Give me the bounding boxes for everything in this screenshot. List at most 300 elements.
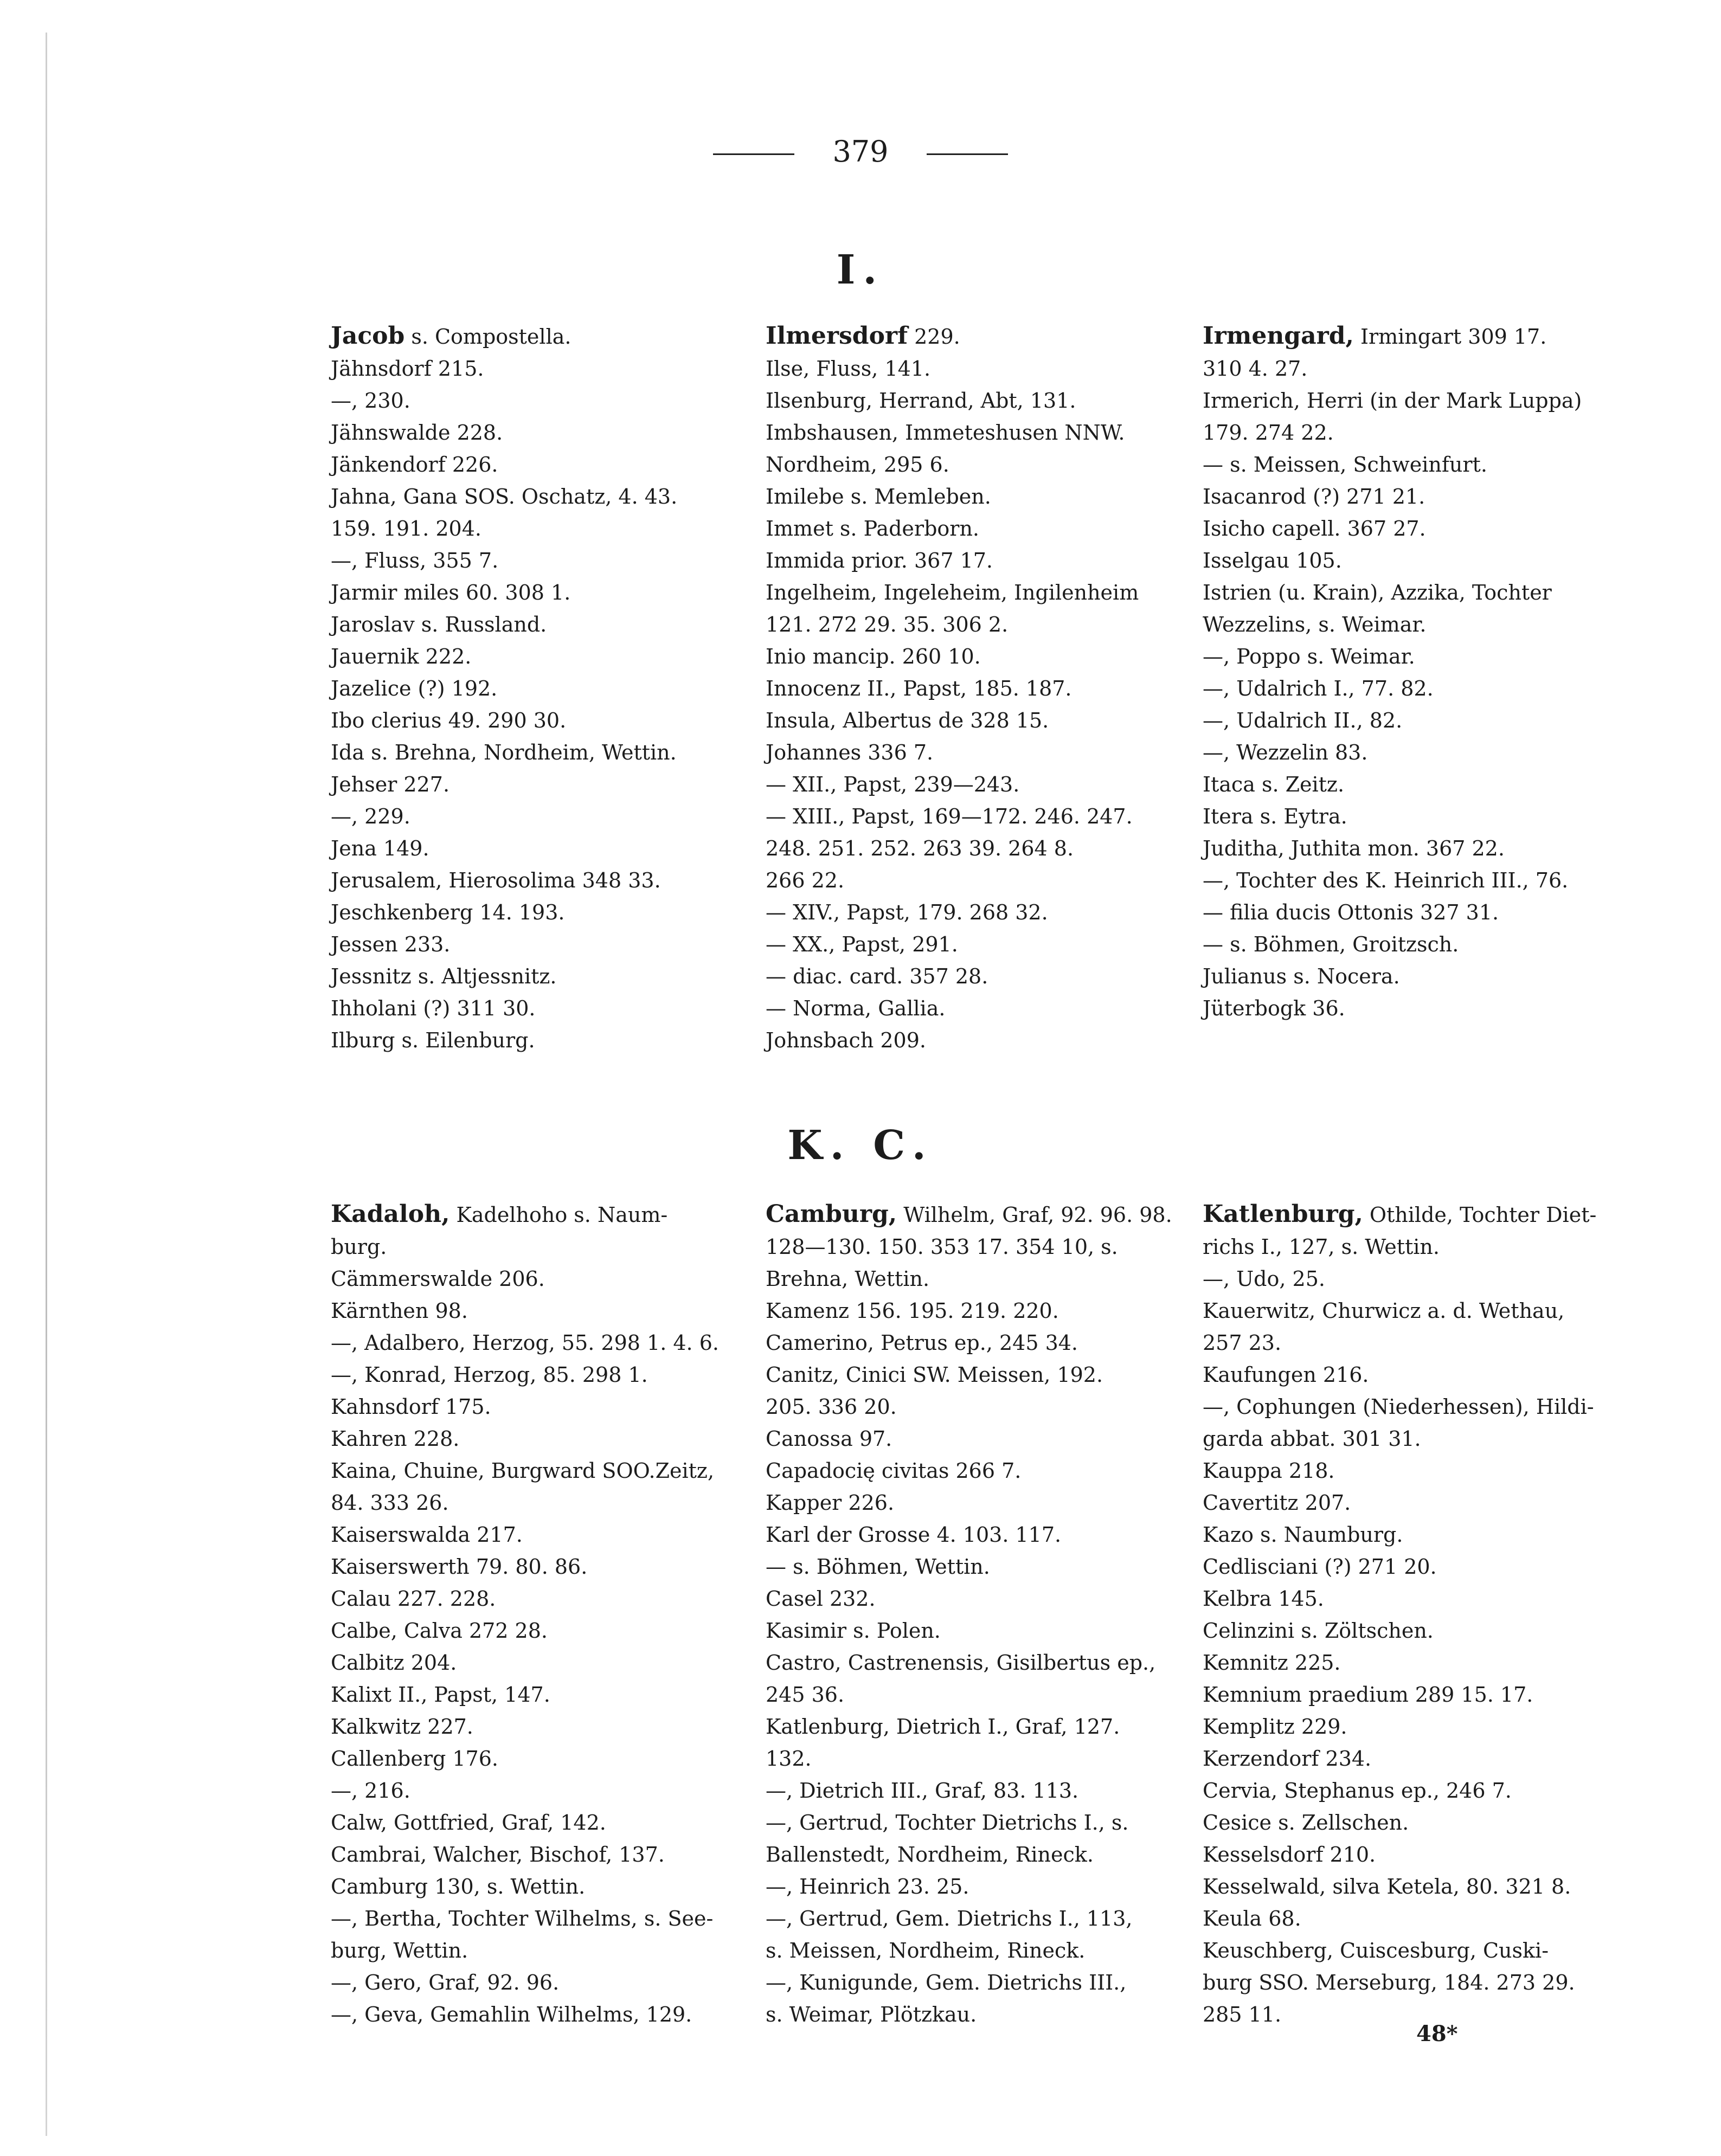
entry-text: Keula 68. bbox=[1203, 1907, 1301, 1930]
index-entry bbox=[766, 545, 1180, 577]
index-entry bbox=[331, 1615, 746, 1647]
entry-text: Jessnitz s. Altjessnitz. bbox=[331, 964, 557, 988]
entry-text: Kahnsdorf 175. bbox=[331, 1395, 491, 1419]
entry-text: Nordheim, 295 6. bbox=[766, 453, 949, 477]
entry-headword: Camburg, bbox=[766, 1200, 897, 1228]
index-entry bbox=[766, 1647, 1180, 1679]
index-entry bbox=[1203, 897, 1617, 929]
entry-text: — diac. card. 357 28. bbox=[766, 964, 988, 988]
index-entry bbox=[766, 1711, 1180, 1743]
index-entry bbox=[766, 929, 1180, 961]
index-entry bbox=[331, 929, 746, 961]
index-entry bbox=[331, 385, 746, 417]
index-entry bbox=[331, 449, 746, 481]
entry-text: s. Weimar, Plötzkau. bbox=[766, 2003, 977, 2026]
entry-text: 121. 272 29. 35. 306 2. bbox=[766, 613, 1009, 636]
entry-text: Kärnthen 98. bbox=[331, 1299, 468, 1323]
entry-text: Brehna, Wettin. bbox=[766, 1267, 930, 1291]
index-entry bbox=[331, 609, 746, 641]
index-entry bbox=[331, 1967, 746, 1999]
entry-text: Kauerwitz, Churwicz a. d. Wethau, bbox=[1203, 1299, 1565, 1323]
entry-text: Kelbra 145. bbox=[1203, 1587, 1324, 1611]
entry-text: 159. 191. 204. bbox=[331, 517, 481, 540]
index-entry bbox=[331, 1391, 746, 1423]
index-entry bbox=[766, 353, 1180, 385]
entry-text: 229. bbox=[908, 325, 960, 349]
entry-text: Julianus s. Nocera. bbox=[1203, 964, 1400, 988]
entry-text: Keuschberg, Cuiscesburg, Cuski- bbox=[1203, 1939, 1549, 1962]
entry-text: Kamenz 156. 195. 219. 220. bbox=[766, 1299, 1059, 1323]
index-entry bbox=[331, 1871, 746, 1903]
entry-text: —, 230. bbox=[331, 389, 410, 413]
entry-text: Kaiserswalda 217. bbox=[331, 1523, 523, 1547]
index-entry bbox=[1203, 1551, 1617, 1583]
index-entry bbox=[766, 865, 1180, 897]
entry-text: Immet s. Paderborn. bbox=[766, 517, 979, 540]
entry-text: Immida prior. 367 17. bbox=[766, 549, 993, 572]
index-entry bbox=[331, 545, 746, 577]
index-entry bbox=[766, 385, 1180, 417]
entry-text: Juditha, Juthita mon. 367 22. bbox=[1203, 836, 1505, 860]
index-entry bbox=[1203, 769, 1617, 801]
entry-text: —, Adalbero, Herzog, 55. 298 1. 4. 6. bbox=[331, 1331, 719, 1355]
index-entry bbox=[1203, 1679, 1617, 1711]
entry-text: Cesice s. Zellschen. bbox=[1203, 1811, 1409, 1835]
index-entry bbox=[331, 1025, 746, 1057]
index-entry bbox=[1203, 417, 1617, 449]
index-entry bbox=[1203, 929, 1617, 961]
index-entry bbox=[331, 705, 746, 737]
index-entry bbox=[1203, 1455, 1617, 1487]
entry-text: — XX., Papst, 291. bbox=[766, 932, 958, 956]
index-entry bbox=[331, 1423, 746, 1455]
entry-text: 205. 336 20. bbox=[766, 1395, 897, 1419]
entry-text: garda abbat. 301 31. bbox=[1203, 1427, 1421, 1451]
entry-text: Wezzelins, s. Weimar. bbox=[1203, 613, 1427, 636]
section-heading-i: I. bbox=[836, 247, 885, 293]
entry-text: 132. bbox=[766, 1747, 812, 1771]
entry-text: burg SSO. Merseburg, 184. 273 29. bbox=[1203, 1971, 1575, 1994]
index-entry bbox=[331, 865, 746, 897]
index-entry bbox=[766, 1359, 1180, 1391]
index-entry bbox=[766, 1839, 1180, 1871]
entry-text: —, Poppo s. Weimar. bbox=[1203, 645, 1415, 668]
entry-text: Johnsbach 209. bbox=[766, 1028, 926, 1052]
index-entry bbox=[1203, 1775, 1617, 1807]
entry-text: —, Kunigunde, Gem. Dietrichs III., bbox=[766, 1971, 1127, 1994]
index-entry bbox=[1203, 1903, 1617, 1935]
index-entry bbox=[766, 1679, 1180, 1711]
index-entry bbox=[766, 449, 1180, 481]
entry-text: — s. Böhmen, Wettin. bbox=[766, 1555, 990, 1579]
index-entry bbox=[766, 481, 1180, 513]
entry-text: 84. 333 26. bbox=[331, 1491, 449, 1515]
index-entry bbox=[1203, 1935, 1617, 1967]
index-entry bbox=[331, 993, 746, 1025]
entry-text: Calw, Gottfried, Graf, 142. bbox=[331, 1811, 606, 1835]
entry-text: burg, Wettin. bbox=[331, 1939, 468, 1962]
entry-text: Kesselwald, silva Ketela, 80. 321 8. bbox=[1203, 1875, 1571, 1898]
entry-text: Kemnitz 225. bbox=[1203, 1651, 1341, 1675]
entry-text: Karl der Grosse 4. 103. 117. bbox=[766, 1523, 1062, 1547]
index-entry bbox=[1203, 1231, 1617, 1263]
index-entry bbox=[331, 1711, 746, 1743]
index-entry bbox=[1203, 545, 1617, 577]
entry-text: Kasimir s. Polen. bbox=[766, 1619, 941, 1643]
index-entry bbox=[1203, 1423, 1617, 1455]
entry-text: Canitz, Cinici SW. Meissen, 192. bbox=[766, 1363, 1103, 1387]
entry-text: —, Dietrich III., Graf, 83. 113. bbox=[766, 1779, 1079, 1803]
entry-text: Katlenburg, Dietrich I., Graf, 127. bbox=[766, 1715, 1120, 1739]
index-entry bbox=[766, 1583, 1180, 1615]
entry-headword: Katlenburg, bbox=[1203, 1200, 1363, 1228]
index-entry bbox=[331, 1551, 746, 1583]
header-rule-left bbox=[713, 153, 794, 155]
entry-text: Jähnsdorf 215. bbox=[331, 357, 484, 381]
entry-text: Othilde, Tochter Diet- bbox=[1363, 1203, 1597, 1227]
index-entry bbox=[331, 801, 746, 833]
index-entry bbox=[766, 1967, 1180, 1999]
entry-text: Capadocię civitas 266 7. bbox=[766, 1459, 1022, 1483]
index-entry bbox=[331, 1935, 746, 1967]
index-entry bbox=[766, 1871, 1180, 1903]
index-entry bbox=[766, 1551, 1180, 1583]
index-entry bbox=[331, 1487, 746, 1519]
entry-text: s. Compostella. bbox=[404, 325, 571, 349]
index-entry bbox=[766, 1423, 1180, 1455]
entry-text: 179. 274 22. bbox=[1203, 421, 1334, 445]
entry-text: —, 216. bbox=[331, 1779, 410, 1803]
index-entry bbox=[1203, 1487, 1617, 1519]
index-entry bbox=[1203, 609, 1617, 641]
index-entry bbox=[1203, 385, 1617, 417]
entry-text: —, Udalrich II., 82. bbox=[1203, 709, 1403, 732]
entry-text: Ihholani (?) 311 30. bbox=[331, 996, 536, 1020]
entry-text: Ballenstedt, Nordheim, Rineck. bbox=[766, 1843, 1094, 1867]
entry-text: Cambrai, Walcher, Bischof, 137. bbox=[331, 1843, 665, 1867]
index-entry bbox=[331, 1295, 746, 1327]
index-entry bbox=[1203, 481, 1617, 513]
entry-text: —, Gertrud, Gem. Dietrichs I., 113, bbox=[766, 1907, 1133, 1930]
index-entry bbox=[1203, 673, 1617, 705]
entry-text: Itera s. Eytra. bbox=[1203, 805, 1347, 828]
index-entry bbox=[766, 417, 1180, 449]
entry-text: Kahren 228. bbox=[331, 1427, 460, 1451]
entry-text: 310 4. 27. bbox=[1203, 357, 1308, 381]
entry-text: Kalixt II., Papst, 147. bbox=[331, 1683, 550, 1707]
entry-text: burg. bbox=[331, 1235, 387, 1259]
index-entry bbox=[766, 737, 1180, 769]
entry-text: Camerino, Petrus ep., 245 34. bbox=[766, 1331, 1078, 1355]
entry-text: Cervia, Stephanus ep., 246 7. bbox=[1203, 1779, 1512, 1803]
index-entry bbox=[331, 1679, 746, 1711]
entry-text: Kalkwitz 227. bbox=[331, 1715, 473, 1739]
index-entry bbox=[1203, 1359, 1617, 1391]
entry-text: —, Fluss, 355 7. bbox=[331, 549, 499, 572]
index-entry bbox=[766, 801, 1180, 833]
entry-text: Irmingart 309 17. bbox=[1353, 325, 1547, 349]
index-entry bbox=[331, 1231, 746, 1263]
entry-text: —, Heinrich 23. 25. bbox=[766, 1875, 969, 1898]
entry-text: —, 229. bbox=[331, 805, 410, 828]
entry-text: s. Meissen, Nordheim, Rineck. bbox=[766, 1939, 1086, 1962]
index-entry bbox=[1203, 1391, 1617, 1423]
entry-headword: Ilmersdorf bbox=[766, 322, 908, 350]
entry-text: Kaiserswerth 79. 80. 86. bbox=[331, 1555, 588, 1579]
entry-text: 245 36. bbox=[766, 1683, 845, 1707]
index-entry bbox=[766, 993, 1180, 1025]
index-entry bbox=[1203, 1615, 1617, 1647]
entry-text: Jänkendorf 226. bbox=[331, 453, 498, 477]
entry-text: Castro, Castrenensis, Gisilbertus ep., bbox=[766, 1651, 1156, 1675]
entry-text: —, Wezzelin 83. bbox=[1203, 741, 1368, 764]
index-entry bbox=[766, 1231, 1180, 1263]
section-heading-kc: K. C. bbox=[787, 1122, 934, 1169]
index-entry bbox=[331, 673, 746, 705]
index-entry bbox=[766, 1519, 1180, 1551]
entry-text: Johannes 336 7. bbox=[766, 741, 934, 764]
index-column bbox=[1203, 1198, 1617, 2031]
index-entry bbox=[766, 1807, 1180, 1839]
index-entry bbox=[1203, 705, 1617, 737]
entry-text: Canossa 97. bbox=[766, 1427, 892, 1451]
entry-headword: Irmengard, bbox=[1203, 322, 1354, 350]
index-entry bbox=[766, 961, 1180, 993]
entry-text: — XIV., Papst, 179. 268 32. bbox=[766, 900, 1048, 924]
entry-text: Camburg 130, s. Wettin. bbox=[331, 1875, 586, 1898]
entry-text: Irmerich, Herri (in der Mark Luppa) bbox=[1203, 389, 1582, 413]
index-entry bbox=[1203, 801, 1617, 833]
entry-text: Kemplitz 229. bbox=[1203, 1715, 1347, 1739]
index-entry bbox=[1203, 961, 1617, 993]
index-entry bbox=[1203, 1999, 1617, 2031]
index-entry bbox=[1203, 513, 1617, 545]
scan-edge bbox=[46, 33, 47, 2136]
index-entry bbox=[331, 833, 746, 865]
entry-text: Ibo clerius 49. 290 30. bbox=[331, 709, 567, 732]
index-entry bbox=[331, 641, 746, 673]
entry-text: — XIII., Papst, 169—172. 246. 247. bbox=[766, 805, 1133, 828]
index-entry bbox=[766, 1391, 1180, 1423]
index-entry bbox=[1203, 1967, 1617, 1999]
entry-text: Ida s. Brehna, Nordheim, Wettin. bbox=[331, 741, 677, 764]
index-entry bbox=[1203, 1807, 1617, 1839]
entry-text: Isicho capell. 367 27. bbox=[1203, 517, 1426, 540]
index-entry bbox=[1203, 1583, 1617, 1615]
index-entry bbox=[1203, 641, 1617, 673]
index-entry bbox=[331, 1455, 746, 1487]
entry-text: Kapper 226. bbox=[766, 1491, 895, 1515]
page-header bbox=[0, 130, 1721, 173]
entry-text: Jessen 233. bbox=[331, 932, 451, 956]
index-entry bbox=[766, 1775, 1180, 1807]
entry-text: Casel 232. bbox=[766, 1587, 876, 1611]
entry-text: — XII., Papst, 239—243. bbox=[766, 773, 1020, 796]
index-entry bbox=[766, 769, 1180, 801]
index-entry bbox=[766, 577, 1180, 609]
entry-text: Calau 227. 228. bbox=[331, 1587, 496, 1611]
index-entry bbox=[766, 1999, 1180, 2031]
index-column bbox=[1203, 320, 1617, 1025]
index-entry bbox=[1203, 1327, 1617, 1359]
index-entry bbox=[1203, 577, 1617, 609]
entry-text: Kerzendorf 234. bbox=[1203, 1747, 1372, 1771]
entry-text: — filia ducis Ottonis 327 31. bbox=[1203, 900, 1499, 924]
signature-mark: 48* bbox=[1416, 2021, 1458, 2046]
index-entry bbox=[331, 897, 746, 929]
index-entry bbox=[766, 705, 1180, 737]
entry-text: Itaca s. Zeitz. bbox=[1203, 773, 1345, 796]
index-entry bbox=[331, 320, 746, 353]
index-entry bbox=[766, 833, 1180, 865]
entry-text: 257 23. bbox=[1203, 1331, 1282, 1355]
index-entry bbox=[331, 1903, 746, 1935]
index-entry bbox=[331, 737, 746, 769]
entry-text: Ingelheim, Ingeleheim, Ingilenheim bbox=[766, 581, 1139, 604]
entry-text: — s. Böhmen, Groitzsch. bbox=[1203, 932, 1459, 956]
index-entry bbox=[766, 897, 1180, 929]
index-entry bbox=[331, 353, 746, 385]
entry-text: —, Tochter des K. Heinrich III., 76. bbox=[1203, 868, 1569, 892]
entry-headword: Kadaloh, bbox=[331, 1200, 450, 1228]
entry-text: Jehser 227. bbox=[331, 773, 450, 796]
entry-text: —, Gertrud, Tochter Dietrichs I., s. bbox=[766, 1811, 1129, 1835]
entry-text: —, Cophungen (Niederhessen), Hildi- bbox=[1203, 1395, 1594, 1419]
entry-text: — s. Meissen, Schweinfurt. bbox=[1203, 453, 1487, 477]
index-entry bbox=[331, 1999, 746, 2031]
index-entry bbox=[766, 641, 1180, 673]
index-entry bbox=[766, 1327, 1180, 1359]
entry-text: —, Bertha, Tochter Wilhelms, s. See- bbox=[331, 1907, 714, 1930]
index-entry bbox=[331, 769, 746, 801]
index-entry bbox=[766, 609, 1180, 641]
index-entry bbox=[766, 513, 1180, 545]
index-entry bbox=[331, 577, 746, 609]
index-entry bbox=[1203, 1871, 1617, 1903]
entry-text: richs I., 127, s. Wettin. bbox=[1203, 1235, 1440, 1259]
entry-text: Kazo s. Naumburg. bbox=[1203, 1523, 1403, 1547]
index-entry bbox=[331, 1743, 746, 1775]
page-number: 379 bbox=[832, 134, 889, 169]
entry-text: 266 22. bbox=[766, 868, 845, 892]
index-entry bbox=[1203, 833, 1617, 865]
entry-headword: Jacob bbox=[331, 322, 405, 350]
entry-text: Kadelhoho s. Naum- bbox=[449, 1203, 668, 1227]
entry-text: —, Gero, Graf, 92. 96. bbox=[331, 1971, 560, 1994]
index-entry bbox=[331, 1519, 746, 1551]
index-entry bbox=[331, 1775, 746, 1807]
index-entry bbox=[1203, 1743, 1617, 1775]
index-entry bbox=[1203, 1198, 1617, 1231]
entry-text: 285 11. bbox=[1203, 2003, 1282, 2026]
index-entry bbox=[331, 1198, 746, 1231]
entry-text: Calbitz 204. bbox=[331, 1651, 457, 1675]
index-entry bbox=[766, 1487, 1180, 1519]
entry-text: Kaufungen 216. bbox=[1203, 1363, 1369, 1387]
entry-text: Jena 149. bbox=[331, 836, 429, 860]
index-entry bbox=[331, 1359, 746, 1391]
index-entry bbox=[1203, 865, 1617, 897]
index-entry bbox=[331, 1263, 746, 1295]
index-entry bbox=[766, 1025, 1180, 1057]
entry-text: Inio mancip. 260 10. bbox=[766, 645, 981, 668]
index-entry bbox=[331, 1807, 746, 1839]
entry-text: Innocenz II., Papst, 185. 187. bbox=[766, 677, 1072, 700]
entry-text: Jazelice (?) 192. bbox=[331, 677, 498, 700]
entry-text: —, Udalrich I., 77. 82. bbox=[1203, 677, 1434, 700]
entry-text: Celinzini s. Zöltschen. bbox=[1203, 1619, 1434, 1643]
entry-text: Jauernik 222. bbox=[331, 645, 472, 668]
index-entry bbox=[766, 673, 1180, 705]
index-entry bbox=[766, 320, 1180, 353]
entry-text: Kaina, Chuine, Burgward SOO.Zeitz, bbox=[331, 1459, 715, 1483]
index-entry bbox=[1203, 1519, 1617, 1551]
entry-text: Kesselsdorf 210. bbox=[1203, 1843, 1376, 1867]
entry-text: Cämmerswalde 206. bbox=[331, 1267, 545, 1291]
index-entry bbox=[1203, 1839, 1617, 1871]
entry-text: Wilhelm, Graf, 92. 96. 98. bbox=[897, 1203, 1172, 1227]
entry-text: Ilsenburg, Herrand, Abt, 131. bbox=[766, 389, 1076, 413]
entry-text: Jähnswalde 228. bbox=[331, 421, 503, 445]
index-entry bbox=[1203, 1263, 1617, 1295]
entry-text: Isacanrod (?) 271 21. bbox=[1203, 485, 1425, 509]
entry-text: Jeschkenberg 14. 193. bbox=[331, 900, 565, 924]
entry-text: Isselgau 105. bbox=[1203, 549, 1342, 572]
index-entry bbox=[766, 1743, 1180, 1775]
index-entry bbox=[331, 1839, 746, 1871]
entry-text: Istrien (u. Krain), Azzika, Tochter bbox=[1203, 581, 1552, 604]
entry-text: Imbshausen, Immeteshusen NNW. bbox=[766, 421, 1125, 445]
index-entry bbox=[1203, 320, 1617, 353]
entry-text: Kauppa 218. bbox=[1203, 1459, 1335, 1483]
index-column bbox=[766, 1198, 1180, 2031]
index-entry bbox=[766, 1198, 1180, 1231]
index-column bbox=[331, 320, 746, 1057]
entry-text: Calbe, Calva 272 28. bbox=[331, 1619, 548, 1643]
entry-text: Insula, Albertus de 328 15. bbox=[766, 709, 1049, 732]
index-entry bbox=[1203, 737, 1617, 769]
entry-text: Cavertitz 207. bbox=[1203, 1491, 1351, 1515]
index-entry bbox=[1203, 993, 1617, 1025]
entry-text: — Norma, Gallia. bbox=[766, 996, 946, 1020]
entry-text: Ilburg s. Eilenburg. bbox=[331, 1028, 535, 1052]
index-entry bbox=[331, 961, 746, 993]
index-entry bbox=[766, 1615, 1180, 1647]
entry-text: Ilse, Fluss, 141. bbox=[766, 357, 931, 381]
index-entry bbox=[1203, 449, 1617, 481]
entry-text: Callenberg 176. bbox=[331, 1747, 498, 1771]
index-entry bbox=[766, 1455, 1180, 1487]
entry-text: Jüterbogk 36. bbox=[1203, 996, 1345, 1020]
index-entry bbox=[766, 1295, 1180, 1327]
index-entry bbox=[331, 1327, 746, 1359]
index-entry bbox=[1203, 1647, 1617, 1679]
index-entry bbox=[331, 417, 746, 449]
index-entry bbox=[766, 1263, 1180, 1295]
entry-text: Jahna, Gana SOS. Oschatz, 4. 43. bbox=[331, 485, 678, 509]
entry-text: Jarmir miles 60. 308 1. bbox=[331, 581, 571, 604]
index-entry bbox=[1203, 1295, 1617, 1327]
index-entry bbox=[766, 1903, 1180, 1935]
entry-text: —, Udo, 25. bbox=[1203, 1267, 1325, 1291]
entry-text: Kemnium praedium 289 15. 17. bbox=[1203, 1683, 1533, 1707]
index-column bbox=[766, 320, 1180, 1057]
entry-text: Jaroslav s. Russland. bbox=[331, 613, 547, 636]
index-entry bbox=[766, 1935, 1180, 1967]
index-entry bbox=[331, 1647, 746, 1679]
header-rule-right bbox=[927, 153, 1008, 155]
entry-text: Cedlisciani (?) 271 20. bbox=[1203, 1555, 1437, 1579]
